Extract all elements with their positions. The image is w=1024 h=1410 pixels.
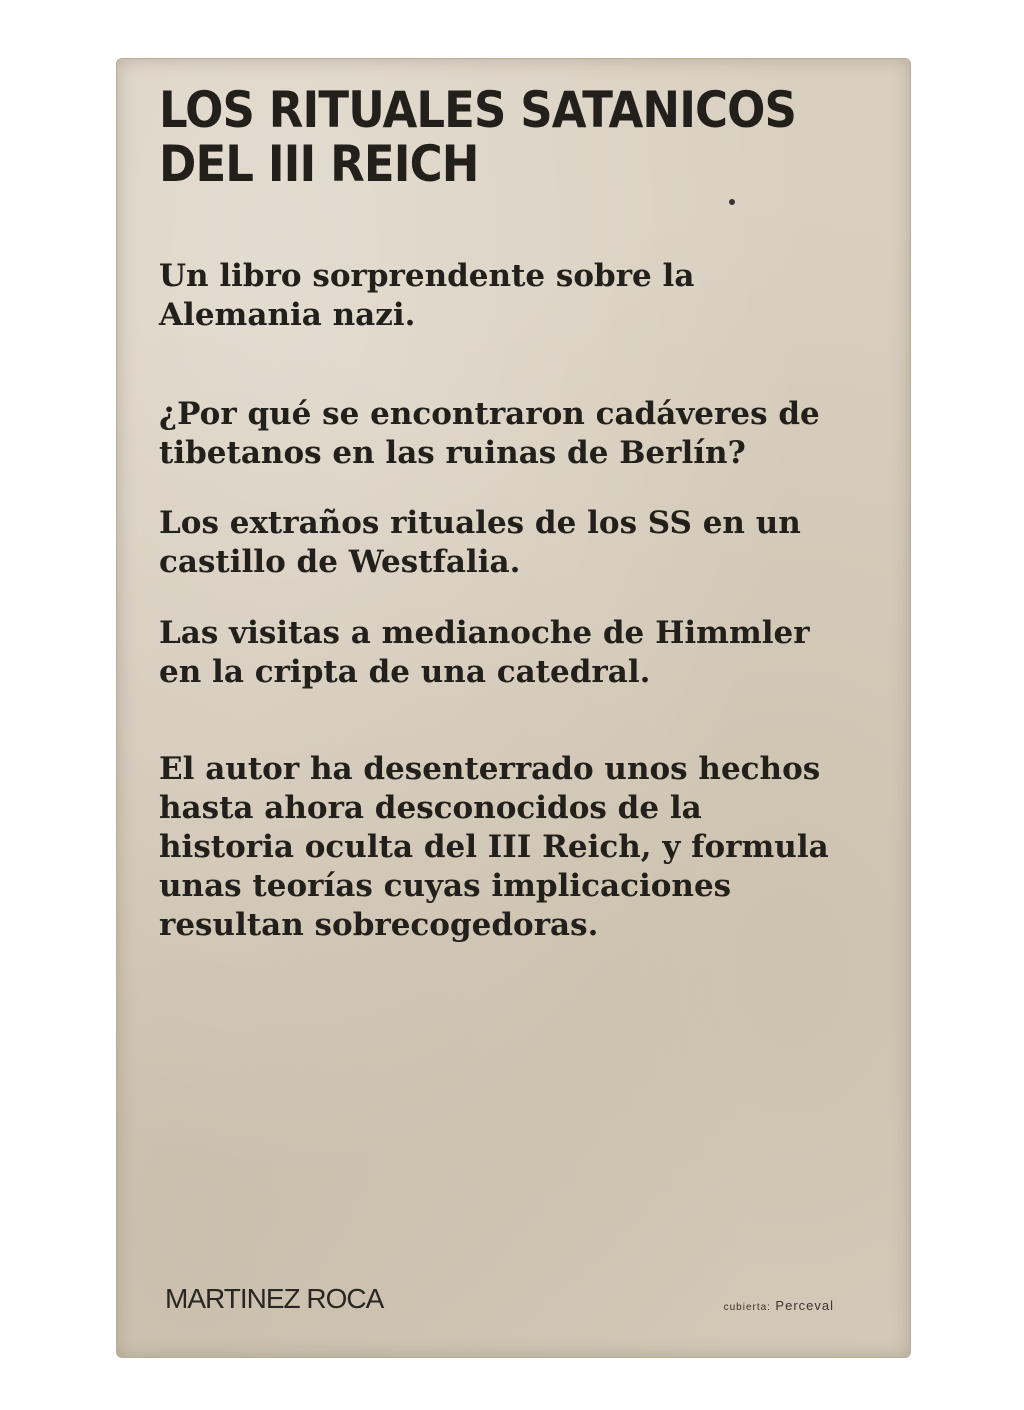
title-line-1: LOS RITUALES SATANICOS — [159, 81, 797, 139]
stain-speck — [729, 199, 735, 205]
blurb-paragraph-2: ¿Por qué se encontraron cadáveres de tibetanos en las ruinas de Berlín? — [159, 396, 820, 471]
cover-credit-value: Perceval — [775, 1298, 834, 1313]
blurb-paragraph-4: Las visitas a medianoche de Himmler en la cripta de una catedral. — [159, 615, 810, 690]
blurb-paragraph-1: Un libro sorprendente sobre la Alemania nazi. — [159, 258, 695, 333]
cover-credit — [724, 1297, 834, 1315]
title-line-2: DEL III REICH — [159, 135, 479, 193]
publisher-name: MARTINEZ ROCA — [165, 1283, 384, 1314]
blurb-paragraph-3: Los extraños rituales de los SS en un castillo de Westfalia. — [159, 505, 801, 580]
cover-credit-label: cubierta: — [723, 1302, 771, 1313]
blurb-paragraph-5: El autor ha desenterrado unos hechos hasta ahora desconocidos de la historia oculta del III Reich, y formula unas teorías cuyas implicaciones resultan sobrecogedoras. — [159, 751, 829, 943]
book-back-cover — [116, 58, 911, 1358]
book-title — [159, 83, 796, 191]
